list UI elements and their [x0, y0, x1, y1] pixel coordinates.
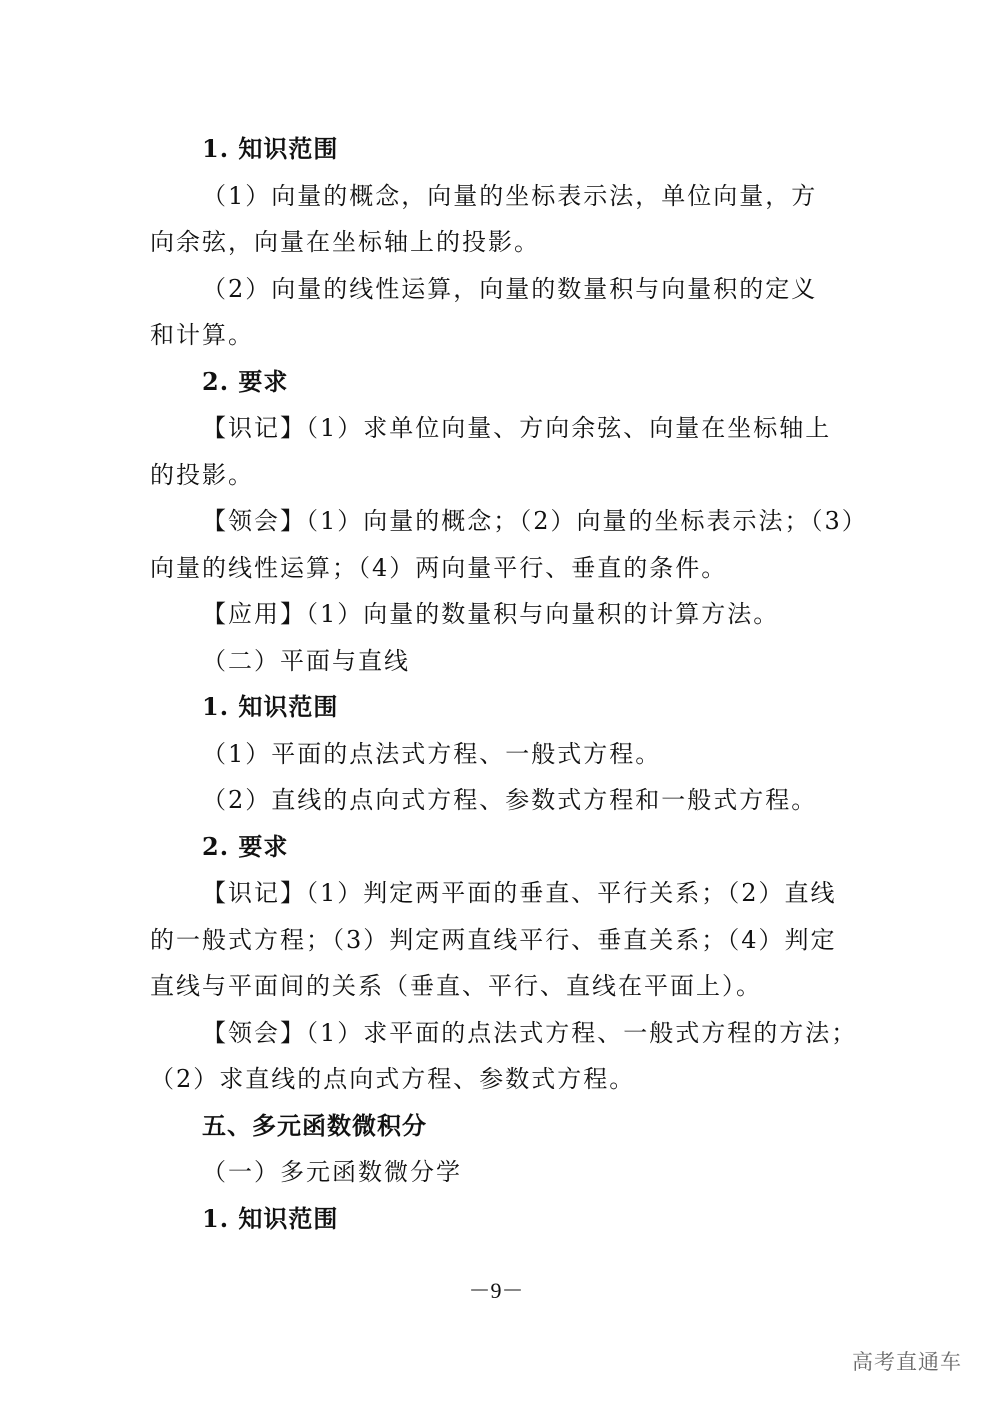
section-heading: 1. 知识范围	[202, 692, 339, 721]
section-heading: 1. 知识范围	[202, 1203, 339, 1233]
paragraph-line: （2）直线的点向式方程、参数式方程和一般式方程。	[202, 786, 818, 814]
paragraph-line: 的一般式方程；（3）判定两直线平行、垂直关系；（4）判定	[150, 925, 837, 954]
section-heading: 2. 要求	[202, 366, 289, 396]
section-heading: 五、多元函数微积分	[202, 1110, 427, 1140]
paragraph-line: 向余弦，向量在坐标轴上的投影。	[150, 228, 540, 256]
paragraph-line: 【识记】（1）求单位向量、方向余弦、向量在坐标轴上	[202, 414, 832, 442]
paragraph-line: 【领会】（1）求平面的点法式方程、一般式方程的方法；	[202, 1018, 858, 1047]
section-heading: 1. 知识范围	[202, 134, 339, 163]
paragraph-line: （一）多元函数微分学	[202, 1158, 462, 1186]
page-number: －9－	[468, 1278, 524, 1303]
paragraph-line: （2）求直线的点向式方程、参数式方程。	[150, 1065, 636, 1093]
paragraph-line: 【应用】（1）向量的数量积与向量积的计算方法。	[202, 600, 780, 628]
paragraph-line: 直线与平面间的关系（垂直、平行、直线在平面上）。	[150, 972, 762, 1000]
paragraph-line: （1）向量的概念，向量的坐标表示法，单位向量，方	[202, 181, 818, 210]
paragraph-line: 【识记】（1）判定两平面的垂直、平行关系；（2）直线	[202, 879, 837, 907]
paragraph-line: （2）向量的线性运算，向量的数量积与向量积的定义	[202, 274, 818, 303]
paragraph-line: 和计算。	[150, 321, 254, 349]
paragraph-line: 向量的线性运算；（4）两向量平行、垂直的条件。	[150, 553, 728, 582]
paragraph-line: 【领会】（1）向量的概念；（2）向量的坐标表示法；（3）	[202, 507, 868, 535]
paragraph-line: 的投影。	[150, 460, 254, 489]
document-body	[150, 126, 868, 1242]
section-heading: 2. 要求	[202, 831, 289, 861]
paragraph-line: （1）平面的点法式方程、一般式方程。	[202, 739, 662, 768]
paragraph-line: （二）平面与直线	[202, 646, 410, 675]
watermark-text: 高考直通车	[852, 1350, 962, 1374]
